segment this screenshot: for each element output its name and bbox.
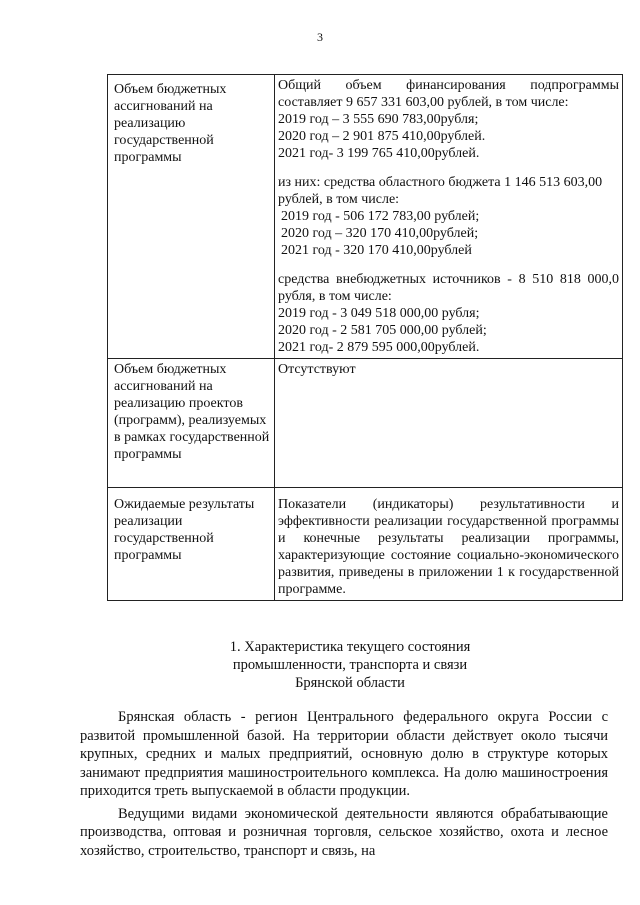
- budget-label: Объем бюджетных ассигнований на реализацию государственной программы: [108, 75, 275, 359]
- regional-budget-intro: из них: средства областного бюджета 1 146 513 603,00 рублей, в том числе:: [278, 175, 603, 207]
- extrabudgetary-year-2020: 2020 год - 2 581 705 000,00 рублей;: [278, 323, 487, 338]
- total-year-2020: 2020 год – 2 901 875 410,00рублей.: [278, 129, 486, 144]
- budget-value: [275, 75, 623, 359]
- projects-value: Отсутствуют: [275, 359, 623, 488]
- table-row-projects: [108, 359, 623, 488]
- paragraph-region-overview: Брянская область - регион Центрального федерального округа России с развитой промышленной базой. На территории области действует около тысячи крупных, средних и малых предприятий, основную долю в структуре которых занимают предприятия машиностроительного комплекса. На долю машиностроения приходится треть выпускаемой в области продукции.: [80, 709, 608, 799]
- program-passport-table: [107, 74, 623, 601]
- total-financing-block: [278, 77, 619, 162]
- projects-label: Объем бюджетных ассигнований на реализацию проектов (программ), реализуемых в рамках государственной программы: [108, 359, 275, 488]
- section-title-line-3: Брянской области: [295, 675, 405, 691]
- table-row-budget: [108, 75, 623, 359]
- paragraph-economic-activities: Ведущими видами экономической деятельности являются обрабатывающие производства, оптовая и розничная торговля, сельское хозяйство, охота и лесное хозяйство, строительство, транспорт и связь, на: [80, 805, 608, 859]
- extrabudgetary-block: [278, 271, 619, 356]
- regional-budget-block: [278, 174, 619, 259]
- extrabudgetary-year-2021: 2021 год- 2 879 595 000,00рублей.: [278, 340, 480, 355]
- results-label: Ожидаемые результаты реализации государственной программы: [108, 488, 275, 601]
- body-text: [80, 708, 608, 860]
- section-title-line-2: промышленности, транспорта и связи: [232, 657, 468, 673]
- regional-year-2020: 2020 год – 320 170 410,00рублей;: [281, 226, 479, 241]
- extrabudgetary-intro: средства внебюджетных источников - 8 510 818 000,0 рубля, в том числе:: [278, 272, 619, 304]
- table-row-results: [108, 488, 623, 601]
- results-value: Показатели (индикаторы) результативности и эффективности реализации государственной программы и конечные результаты реализации программы, характеризующие состояние социально-экономического развития, приведены в приложении 1 к государственной программе.: [275, 488, 623, 601]
- regional-year-2019: 2019 год - 506 172 783,00 рублей;: [281, 209, 480, 224]
- extrabudgetary-year-2019: 2019 год - 3 049 518 000,00 рубля;: [278, 306, 480, 321]
- total-year-2019: 2019 год – 3 555 690 783,00рубля;: [278, 112, 479, 127]
- section-title: [0, 638, 640, 692]
- section-title-line-1: 1. Характеристика текущего состояния: [229, 639, 471, 655]
- regional-year-2021: 2021 год - 320 170 410,00рублей: [281, 243, 472, 258]
- total-year-2021: 2021 год- 3 199 765 410,00рублей.: [278, 146, 480, 161]
- page-number: 3: [317, 30, 323, 44]
- total-financing-intro: Общий объем финансирования подпрограммы составляет 9 657 331 603,00 рублей, в том числе:: [278, 78, 619, 110]
